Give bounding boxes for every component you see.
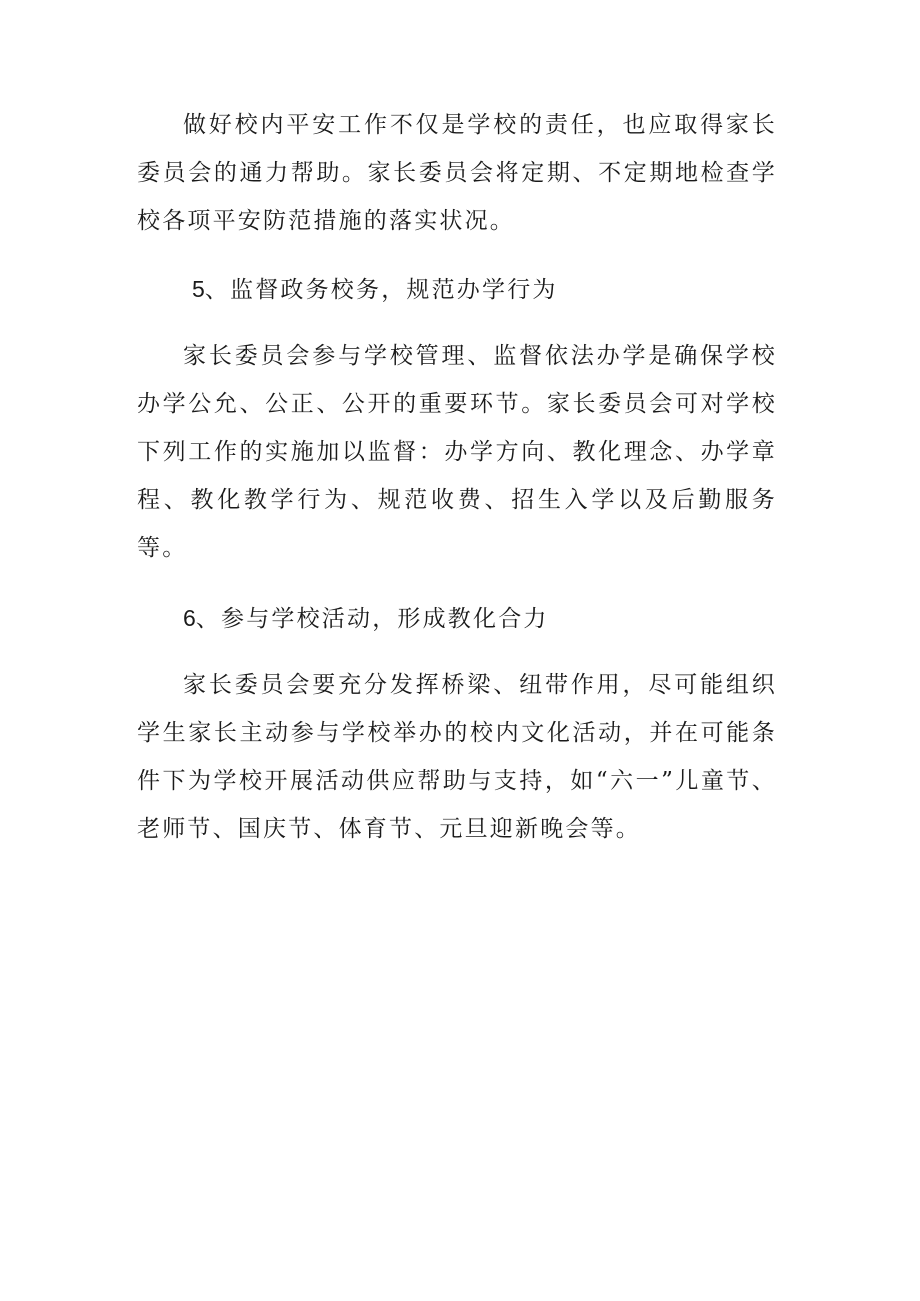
paragraph-supervision: 家长委员会参与学校管理、监督依法办学是确保学校办学公允、公正、公开的重要环节。家长委员会可对学校下列工作的实施加以监督：办学方向、教化理念、办学章程、教化教学行为、规范收费、招生入学以及后勤服务等。	[137, 343, 777, 561]
section-heading-6	[137, 594, 777, 643]
document-body	[137, 101, 777, 853]
section-title: 、监督政务校务，规范办学行为	[204, 277, 558, 303]
section-number: 5	[192, 276, 205, 302]
section-number: 6	[183, 605, 196, 631]
section-title: 、参与学校活动，形成教化合力	[195, 606, 549, 632]
paragraph-school-safety: 做好校内平安工作不仅是学校的责任，也应取得家长委员会的通力帮助。家长委员会将定期、不定期地检查学校各项平安防范措施的落实状况。	[137, 112, 777, 234]
paragraph-school-activities: 家长委员会要充分发挥桥梁、纽带作用，尽可能组织学生家长主动参与学校举办的校内文化活动，并在可能条件下为学校开展活动供应帮助与支持，如“六一”儿童节、老师节、国庆节、体育节、元旦迎新晚会等。	[137, 672, 777, 842]
section-heading-5	[137, 265, 777, 314]
